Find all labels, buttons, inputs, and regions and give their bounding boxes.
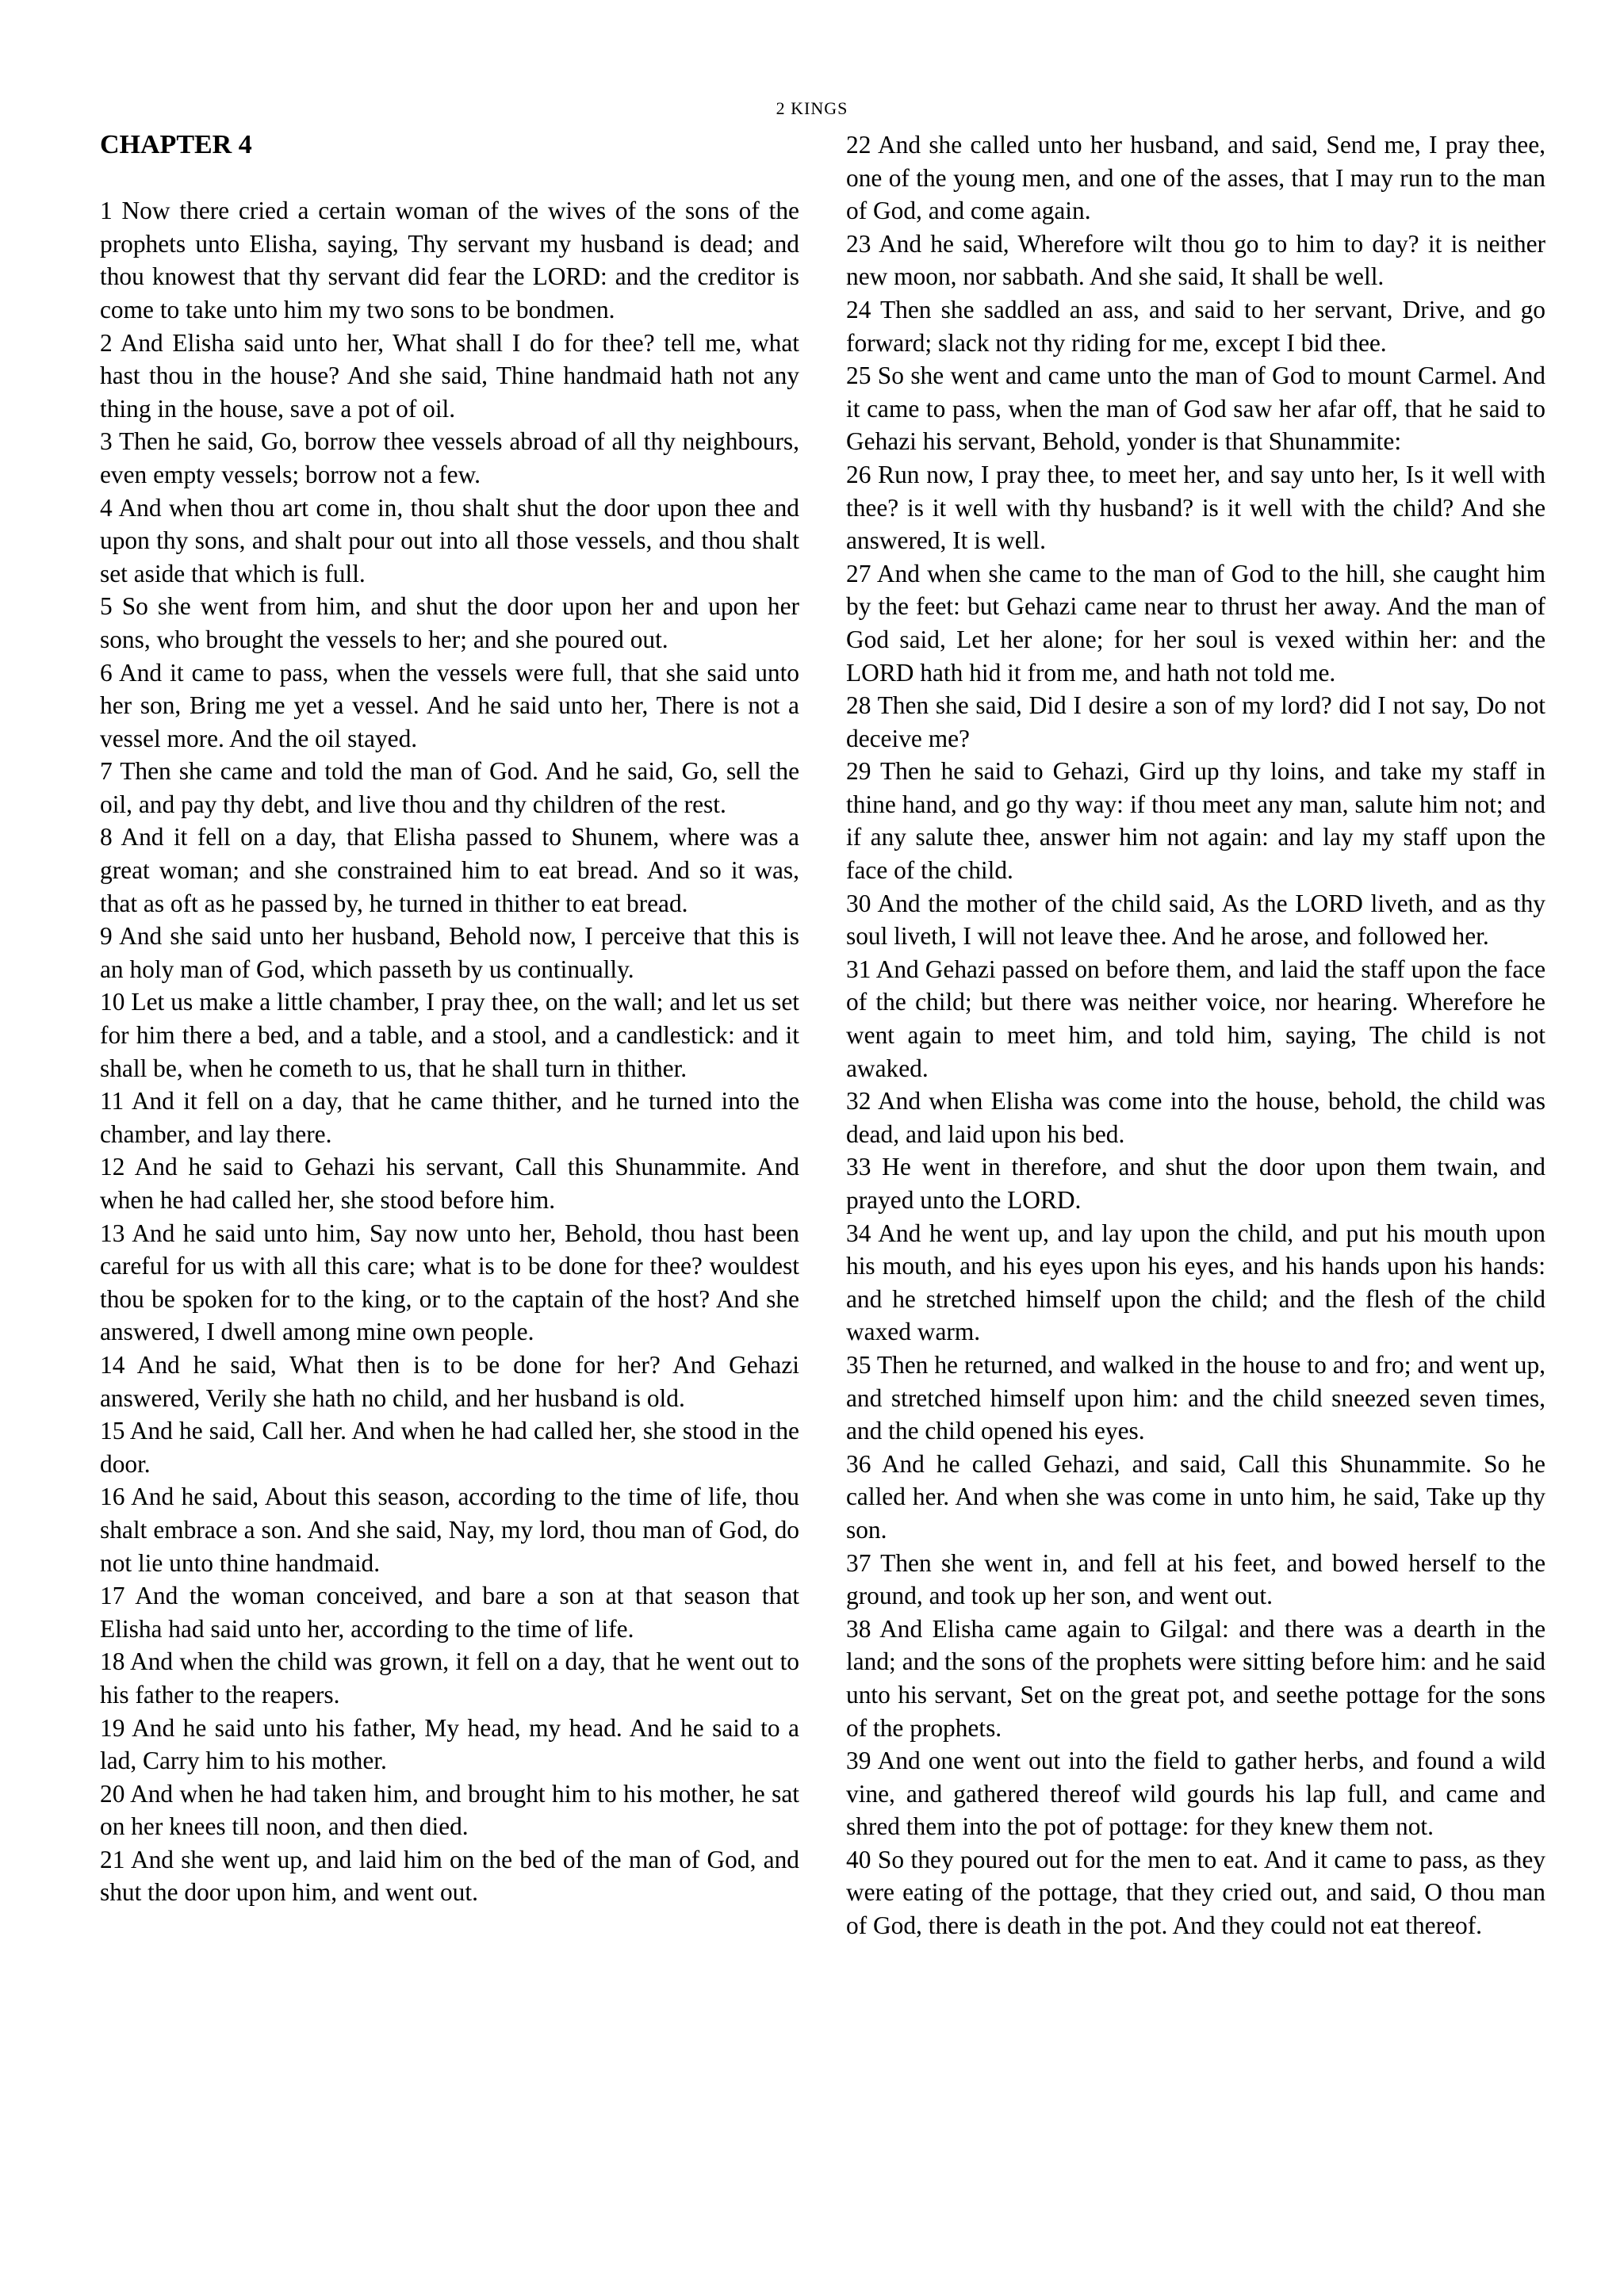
verse: 2 And Elisha said unto her, What shall I do for thee? tell me, what hast thou in the house? And she said, Thine handmaid hath not any thing in the house, save a pot of oil.: [100, 328, 799, 423]
verse: 15 And he said, Call her. And when he had called her, she stood in the door.: [100, 1417, 799, 1478]
verse: 28 Then she said, Did I desire a son of my lord? did I not say, Do not deceive me?: [846, 691, 1545, 752]
verse: 24 Then she saddled an ass, and said to her servant, Drive, and go forward; slack not thy riding for me, except I bid thee.: [846, 295, 1545, 357]
verse: 7 Then she came and told the man of God. And he said, Go, sell the oil, and pay thy debt, and live thou and thy children of the rest.: [100, 757, 799, 818]
verse: 17 And the woman conceived, and bare a son at that season that Elisha had said unto her, according to the time of life.: [100, 1582, 799, 1643]
verse: 14 And he said, What then is to be done for her? And Gehazi answered, Verily she hath no child, and her husband is old.: [100, 1350, 799, 1412]
verse: 39 And one went out into the field to gather herbs, and found a wild vine, and gathered thereof wild gourds his lap full, and came and shred them into the pot of pottage: for they knew them not.: [846, 1747, 1545, 1841]
verse: 5 So she went from him, and shut the door upon her and upon her sons, who brought the vessels to her; and she poured out.: [100, 592, 799, 653]
left-column: [100, 128, 799, 1909]
verse: 35 Then he returned, and walked in the house to and fro; and went up, and stretched himself upon him: and the child sneezed seven times, and the child opened his eyes.: [846, 1350, 1545, 1445]
verse: 10 Let us make a little chamber, I pray thee, on the wall; and let us set for him there a bed, and a table, and a stool, and a candlestick: and it shall be, when he cometh to us, that he shall turn in thither.: [100, 988, 799, 1082]
verse: 25 So she went and came unto the man of God to mount Carmel. And it came to pass, when the man of God saw her afar off, that he said to Gehazi his servant, Behold, yonder is that Shunammite:: [846, 362, 1545, 456]
verse: 4 And when thou art come in, thou shalt shut the door upon thee and upon thy sons, and shalt pour out into all those vessels, and thou shalt set aside that which is full.: [100, 493, 799, 587]
right-column: [846, 128, 1545, 1942]
verse: 8 And it fell on a day, that Elisha passed to Shunem, where was a great woman; and she constrained him to eat bread. And so it was, that as oft as he passed by, he turned in thither to eat bread.: [100, 823, 799, 917]
verse: 11 And it fell on a day, that he came thither, and he turned into the chamber, and lay there.: [100, 1087, 799, 1148]
verse: 18 And when the child was grown, it fell on a day, that he went out to his father to the reapers.: [100, 1647, 799, 1709]
verse: 38 And Elisha came again to Gilgal: and there was a dearth in the land; and the sons of the prophets were sitting before him: and he said unto his servant, Set on the great pot, and seethe pottage for the sons of the prophets.: [846, 1614, 1545, 1742]
verse: 23 And he said, Wherefore wilt thou go to him to day? it is neither new moon, nor sabbath. And she said, It shall be well.: [846, 229, 1545, 291]
verse: 40 So they poured out for the men to eat. And it came to pass, as they were eating of the pottage, that they cried out, and said, O thou man of God, there is death in the pot. And they could not eat thereof.: [846, 1845, 1545, 1940]
verse: 33 He went in therefore, and shut the door upon them twain, and prayed unto the LORD.: [846, 1153, 1545, 1214]
running-head: 2 KINGS: [776, 98, 848, 118]
verse: 1 Now there cried a certain woman of the wives of the sons of the prophets unto Elisha, saying, Thy servant my husband is dead; and thou knowest that thy servant did fear the LORD: and the creditor is come to take unto him my two sons to be bondmen.: [100, 197, 799, 323]
verse: 20 And when he had taken him, and brought him to his mother, he sat on her knees till noon, and then died.: [100, 1779, 799, 1841]
verse: 29 Then he said to Gehazi, Gird up thy loins, and take my staff in thine hand, and go thy way: if thou meet any man, salute him not; and if any salute thee, answer him not again: and lay my staff upon the face of the child.: [846, 757, 1545, 885]
verse: 21 And she went up, and laid him on the bed of the man of God, and shut the door upon him, and went out.: [100, 1845, 799, 1907]
chapter-title: CHAPTER 4: [100, 130, 252, 159]
verse: 36 And he called Gehazi, and said, Call this Shunammite. So he called her. And when she was come in unto him, he said, Take up thy son.: [846, 1449, 1545, 1544]
verse: 6 And it came to pass, when the vessels were full, that she said unto her son, Bring me yet a vessel. And he said unto her, There is not a vessel more. And the oil stayed.: [100, 658, 799, 752]
verse: 3 Then he said, Go, borrow thee vessels abroad of all thy neighbours, even empty vessels; borrow not a few.: [100, 427, 799, 488]
verse: 31 And Gehazi passed on before them, and laid the staff upon the face of the child; but there was neither voice, nor hearing. Wherefore he went again to meet him, and told him, saying, The child is not awaked.: [846, 955, 1545, 1082]
verse: 32 And when Elisha was come into the house, behold, the child was dead, and laid upon his bed.: [846, 1087, 1545, 1148]
verse: 27 And when she came to the man of God to the hill, she caught him by the feet: but Gehazi came near to thrust her away. And the man of God said, Let her alone; for her soul is vexed within her: and the LORD hath hid it from me, and hath not told me.: [846, 559, 1545, 687]
verse: 34 And he went up, and lay upon the child, and put his mouth upon his mouth, and his eyes upon his eyes, and his hands upon his hands: and he stretched himself upon the child; and the flesh of the child waxed warm.: [846, 1219, 1545, 1346]
verse: 30 And the mother of the child said, As the LORD liveth, and as thy soul liveth, I will not leave thee. And he arose, and followed her.: [846, 889, 1545, 951]
verse: 22 And she called unto her husband, and said, Send me, I pray thee, one of the young men, and one of the asses, that I may run to the man of God, and come again.: [846, 131, 1545, 225]
verse: 12 And he said to Gehazi his servant, Call this Shunammite. And when he had called her, she stood before him.: [100, 1153, 799, 1214]
verse: 16 And he said, About this season, according to the time of life, thou shalt embrace a son. And she said, Nay, my lord, thou man of God, do not lie unto thine handmaid.: [100, 1483, 799, 1577]
verse: 9 And she said unto her husband, Behold now, I perceive that this is an holy man of God, which passeth by us continually.: [100, 922, 799, 983]
verse: 26 Run now, I pray thee, to meet her, and say unto her, Is it well with thee? is it well with thy husband? is it well with the child? And she answered, It is well.: [846, 460, 1545, 555]
verse: 19 And he said unto his father, My head, my head. And he said to a lad, Carry him to his mother.: [100, 1713, 799, 1775]
verse: 37 Then she went in, and fell at his feet, and bowed herself to the ground, and took up her son, and went out.: [846, 1548, 1545, 1610]
verse: 13 And he said unto him, Say now unto her, Behold, thou hast been careful for us with all this care; what is to be done for thee? wouldest thou be spoken for to the king, or to the captain of the host? And she answered, I dwell among mine own people.: [100, 1219, 799, 1346]
